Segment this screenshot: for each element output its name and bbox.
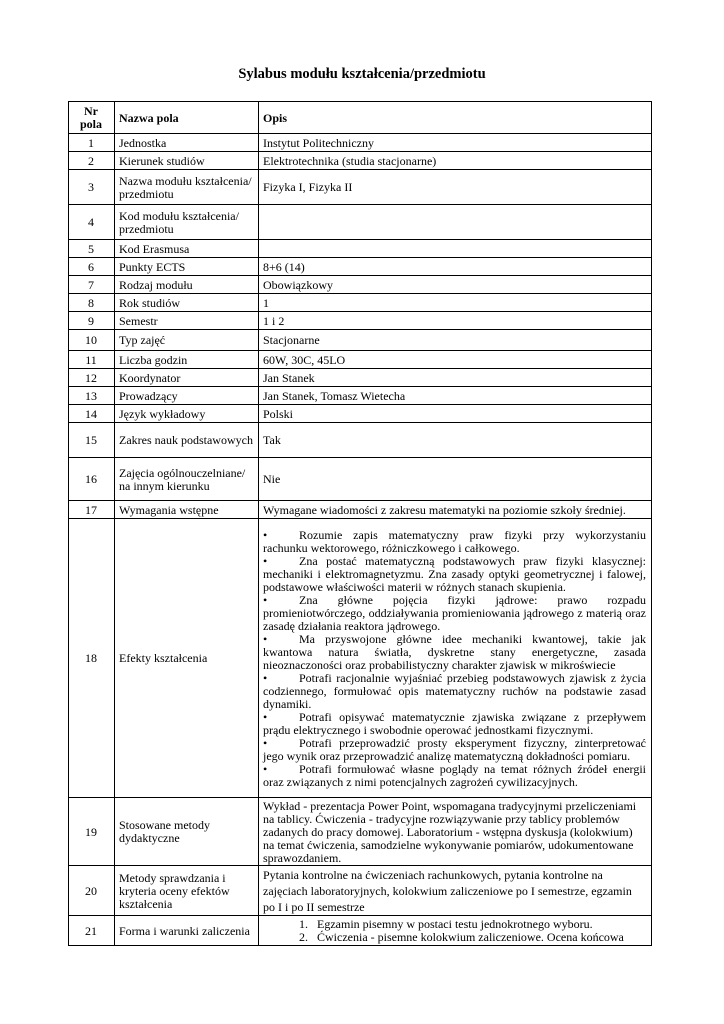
row-number: 17 — [69, 501, 115, 519]
row-number: 15 — [69, 423, 115, 458]
row-number: 19 — [69, 798, 115, 866]
table-row — [69, 294, 652, 312]
row-desc: 60W, 30C, 45LO — [259, 351, 652, 369]
table-row — [69, 423, 652, 458]
header-field: Nazwa pola — [115, 102, 259, 134]
row-field: Zajęcia ogólnouczelniane/ na innym kierunku — [115, 458, 259, 501]
list-item: • Potrafi formułować własne poglądy na temat różnych źródeł energii oraz związanych z nimi potencjalnych zagrożeń cywilizacyjnych. — [263, 761, 646, 789]
row-desc: 1 — [259, 294, 652, 312]
table-row — [69, 798, 652, 866]
row-field: Język wykładowy — [115, 405, 259, 423]
row-number: 9 — [69, 312, 115, 330]
table-row — [69, 866, 652, 916]
row-number: 5 — [69, 240, 115, 258]
row-field: Kod modułu kształcenia/ przedmiotu — [115, 205, 259, 240]
row-desc: Nie — [259, 458, 652, 501]
row-number: 13 — [69, 387, 115, 405]
row-number: 21 — [69, 916, 115, 946]
table-row — [69, 240, 652, 258]
header-desc: Opis — [259, 102, 652, 134]
row-field: Wymagania wstępne — [115, 501, 259, 519]
list-item: • Ma przyswojone główne idee mechaniki kwantowej, takie jak kwantowa natura światła, dyskretne stany energetyczne, zasada nieoznaczoności oraz probabilistyczny charakter zjawisk w mikroświecie — [263, 631, 646, 672]
row-field: Prowadzący — [115, 387, 259, 405]
row-field: Kierunek studiów — [115, 152, 259, 170]
list-item: • Potrafi racjonalnie wyjaśniać przebieg podstawowych zjawisk z życia codziennego, formułować opis matematyczny ruchów na podstawie zasad dynamiki. — [263, 670, 646, 711]
table-header-row — [69, 102, 652, 134]
row-desc: Jan Stanek — [259, 369, 652, 387]
row-desc — [259, 240, 652, 258]
header-nr: Nr pola — [69, 102, 115, 134]
table-row — [69, 276, 652, 294]
row-field: Punkty ECTS — [115, 258, 259, 276]
row-field: Jednostka — [115, 134, 259, 152]
table-row — [69, 152, 652, 170]
list-item: • Potrafi przeprowadzić prosty eksperyment fizyczny, zinterpretować jego wynik oraz przeprowadzić analizę matematyczną dokładności pomiaru. — [263, 735, 646, 763]
row-desc: Wymagane wiadomości z zakresu matematyki na poziomie szkoły średniej. — [259, 501, 652, 519]
table-row — [69, 916, 652, 946]
row-field: Rok studiów — [115, 294, 259, 312]
table-row — [69, 369, 652, 387]
row-number: 8 — [69, 294, 115, 312]
row-number: 4 — [69, 205, 115, 240]
row-desc: Pytania kontrolne na ćwiczeniach rachunkowych, pytania kontrolne na zajęciach laboratoryjnych, kolokwium zaliczeniowe po I semestrze, egzamin po I i po II semestrze — [259, 866, 652, 916]
row-desc: Elektrotechnika (studia stacjonarne) — [259, 152, 652, 170]
row-number: 10 — [69, 330, 115, 351]
row-number: 16 — [69, 458, 115, 501]
table-row — [69, 458, 652, 501]
row-number: 7 — [69, 276, 115, 294]
table-row — [69, 387, 652, 405]
table-row — [69, 134, 652, 152]
list-item: • Zna główne pojęcia fizyki jądrowe: prawo rozpadu promieniotwórczego, oddziaływania promieniowania jądrowego z materią oraz zasadę działania reaktora jądrowego. — [263, 592, 646, 633]
row-field: Nazwa modułu kształcenia/ przedmiotu — [115, 170, 259, 205]
row-number: 6 — [69, 258, 115, 276]
row-desc — [259, 519, 652, 798]
row-desc: Jan Stanek, Tomasz Wietecha — [259, 387, 652, 405]
row-field: Rodzaj modułu — [115, 276, 259, 294]
row-field: Zakres nauk podstawowych — [115, 423, 259, 458]
row-number: 2 — [69, 152, 115, 170]
row-number: 1 — [69, 134, 115, 152]
row-desc: Polski — [259, 405, 652, 423]
row-number: 12 — [69, 369, 115, 387]
row-desc: Obowiązkowy — [259, 276, 652, 294]
table-row — [69, 330, 652, 351]
row-desc: Stacjonarne — [259, 330, 652, 351]
conditions-list — [263, 918, 646, 944]
table-row — [69, 405, 652, 423]
table-row — [69, 170, 652, 205]
row-number: 3 — [69, 170, 115, 205]
row-desc: 8+6 (14) — [259, 258, 652, 276]
row-field: Efekty kształcenia — [115, 519, 259, 798]
row-field: Stosowane metody dydaktyczne — [115, 798, 259, 866]
list-item: • Zna postać matematyczną podstawowych praw fizyki klasycznej: mechaniki i elektromagnetyzmu. Zna zasady optyki geometrycznej i falowej, podstawowe właściwości materii w różnych stanach skupienia. — [263, 553, 646, 594]
table-row — [69, 351, 652, 369]
row-field: Koordynator — [115, 369, 259, 387]
row-field: Semestr — [115, 312, 259, 330]
row-field: Metody sprawdzania i kryteria oceny efektów kształcenia — [115, 866, 259, 916]
document-title: Sylabus modułu kształcenia/przedmiotu — [238, 66, 486, 82]
table-row — [69, 501, 652, 519]
row-number: 11 — [69, 351, 115, 369]
row-desc: Instytut Politechniczny — [259, 134, 652, 152]
row-desc — [259, 205, 652, 240]
row-desc: Wykład - prezentacja Power Point, wspomagana tradycyjnymi przeliczeniami na tablicy. Ćwiczenia - tradycyjne rozwiązywanie przy tablicy problemów zadanych do pracy domowej. Laboratorium - wstępna dyskusja (kolokwium) na temat ćwiczenia, samodzielne wykonywanie pomiarów, udokumentowane sprawozdaniem. — [259, 798, 652, 866]
row-field: Forma i warunki zaliczenia — [115, 916, 259, 946]
table-row — [69, 258, 652, 276]
row-number: 14 — [69, 405, 115, 423]
syllabus-table — [68, 101, 652, 946]
row-field: Typ zajęć — [115, 330, 259, 351]
list-item: • Rozumie zapis matematyczny praw fizyki przy wykorzystaniu rachunku wektorowego, różniczkowego i całkowego. — [263, 527, 646, 555]
table-row — [69, 312, 652, 330]
row-field: Kod Erasmusa — [115, 240, 259, 258]
row-desc: Tak — [259, 423, 652, 458]
row-desc: Fizyka I, Fizyka II — [259, 170, 652, 205]
row-number: 18 — [69, 519, 115, 798]
row-field: Liczba godzin — [115, 351, 259, 369]
row-number: 20 — [69, 866, 115, 916]
list-item: • Potrafi opisywać matematycznie zjawiska związane z przepływem prądu elektrycznego i swobodnie operować jednostkami fizycznymi. — [263, 709, 646, 737]
row-desc — [259, 916, 652, 946]
table-row — [69, 205, 652, 240]
list-item: 2. Ćwiczenia - pisemne kolokwium zaliczeniowe. Ocena końcowa — [311, 931, 646, 944]
list-item: 1. Egzamin pisemny w postaci testu jednokrotnego wyboru. — [311, 918, 646, 931]
row-desc: 1 i 2 — [259, 312, 652, 330]
table-row — [69, 519, 652, 798]
